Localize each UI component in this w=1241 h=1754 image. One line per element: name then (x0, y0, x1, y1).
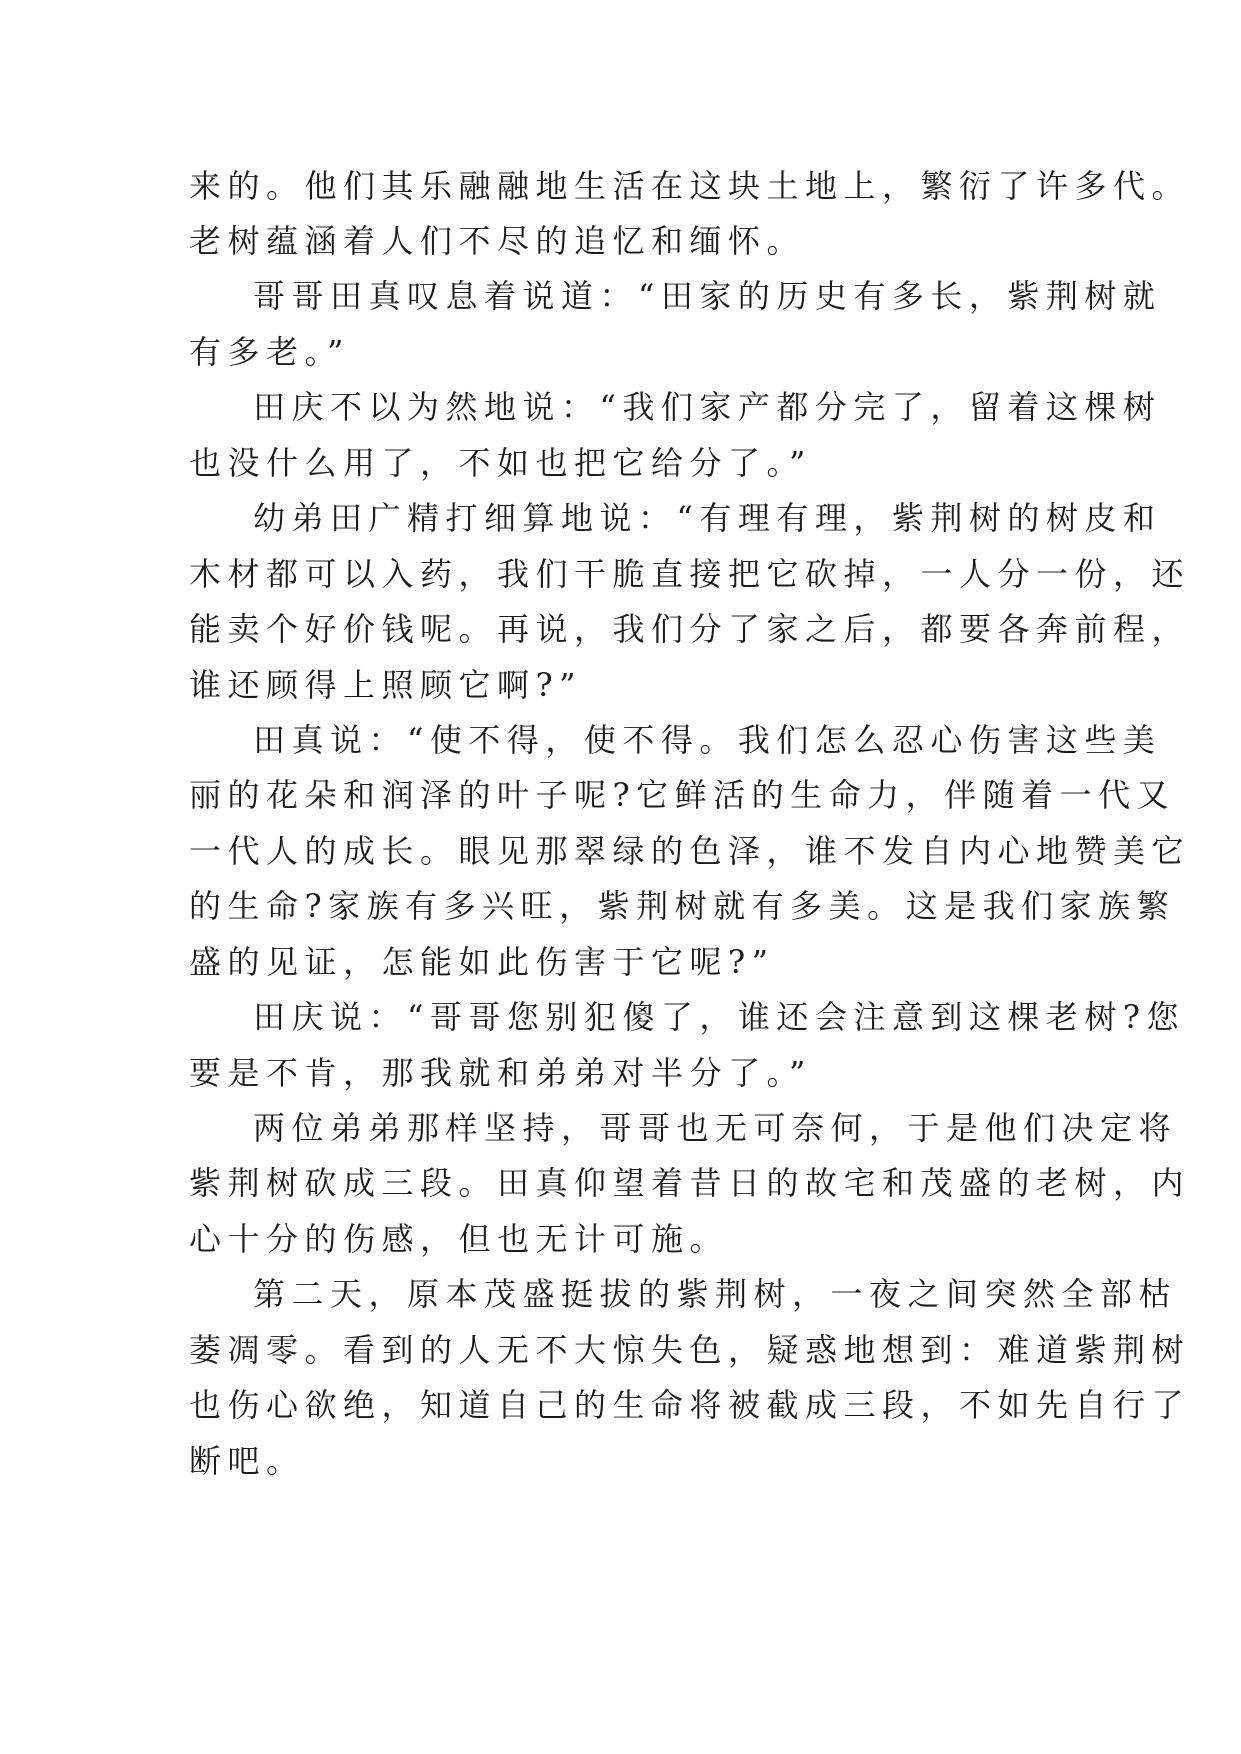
text-line: 心十分的伤感，但也无计可施。 (189, 1220, 729, 1258)
text-line: 断吧。 (189, 1442, 305, 1480)
text-line: 萎凋零。看到的人无不大惊失色，疑惑地想到：难道紫荆树 (189, 1331, 1191, 1369)
text-line: 来的。他们其乐融融地生活在这块土地上，繁衍了许多代。 (189, 167, 1191, 205)
paragraph-start-line: 幼弟田广精打细算地说：“有理有理，紫荆树的树皮和 (253, 499, 1162, 537)
text-line: 一代人的成长。眼见那翠绿的色泽，谁不发自内心地赞美它 (189, 832, 1191, 870)
text-line: 要是不肯，那我就和弟弟对半分了。” (189, 1054, 812, 1092)
text-line: 紫荆树砍成三段。田真仰望着昔日的故宅和茂盛的老树，内 (189, 1164, 1191, 1202)
text-line: 有多老。” (189, 333, 350, 371)
text-line: 木材都可以入药，我们干脆直接把它砍掉，一人分一份，还 (189, 555, 1191, 593)
paragraph-start-line: 第二天，原本茂盛挺拔的紫荆树，一夜之间突然全部枯 (253, 1275, 1178, 1313)
text-line: 丽的花朵和润泽的叶子呢?它鲜活的生命力，伴随着一代又 (189, 776, 1176, 814)
paragraph-start-line: 田真说：“使不得，使不得。我们怎么忍心伤害这些美 (253, 721, 1162, 759)
paragraph-start-line: 两位弟弟那样坚持，哥哥也无可奈何，于是他们决定将 (253, 1109, 1178, 1147)
text-line: 谁还顾得上照顾它啊?” (189, 666, 583, 704)
paragraph-start-line: 田庆不以为然地说：“我们家产都分完了，留着这棵树 (253, 388, 1162, 426)
text-line: 老树蕴涵着人们不尽的追忆和缅怀。 (189, 222, 806, 260)
text-line: 也没什么用了，不如也把它给分了。” (189, 444, 812, 482)
text-line: 能卖个好价钱呢。再说，我们分了家之后，都要各奔前程， (189, 610, 1191, 648)
paragraph-start-line: 哥哥田真叹息着说道：“田家的历史有多长，紫荆树就 (253, 277, 1162, 315)
text-line: 的生命?家族有多兴旺，紫荆树就有多美。这是我们家族繁 (189, 887, 1176, 925)
paragraph-start-line: 田庆说：“哥哥您别犯傻了，谁还会注意到这棵老树?您 (253, 998, 1186, 1036)
text-line: 盛的见证，怎能如此伤害于它呢?” (189, 943, 775, 981)
text-line: 也伤心欲绝，知道自己的生命将被截成三段，不如先自行了 (189, 1386, 1191, 1424)
